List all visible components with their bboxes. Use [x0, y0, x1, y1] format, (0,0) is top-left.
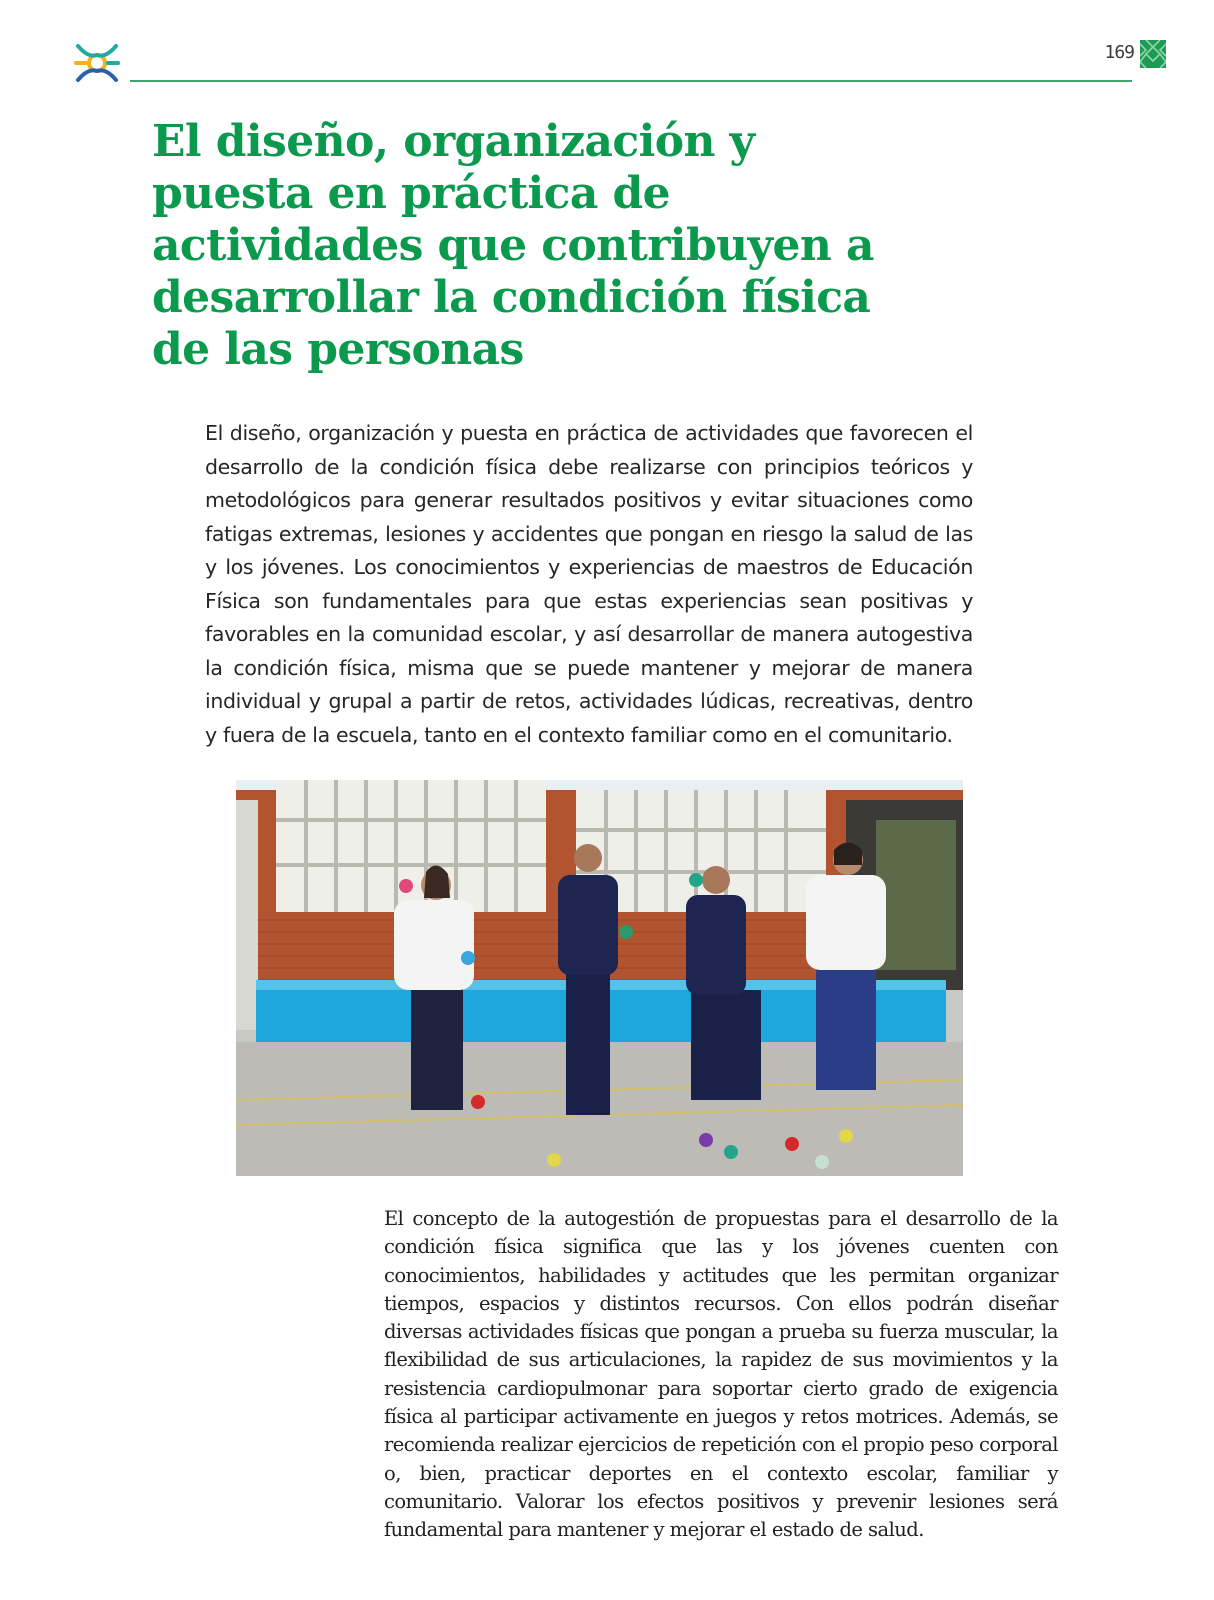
green-pattern-icon	[1140, 40, 1166, 68]
page-number: 169	[1104, 42, 1134, 63]
body-paragraph: El concepto de la autogestión de propuestas para el desarrollo de la condición física significa que las y los jóvenes cuenten con conocimientos, habilidades y actitudes que les permitan organizar tiempos, espacios y distintos recursos. Con ellos podrán diseñar diversas actividades físicas que pongan a prueba su fuerza muscular, la flexibilidad de sus articulaciones, la rapidez de sus movimientos y la resistencia cardiopulmonar para soportar cierto grado de exigencia física al participar activamente en juegos y retos motrices. Además, se recomienda realizar ejercicios de repetición con el propio peso corporal o, bien, practicar deportes en el contexto escolar, familiar y comunitario. Valorar los efectos positivos y prevenir lesiones será fundamental para mantener y mejorar el estado de salud.	[384, 1207, 1058, 1542]
students-playing-bocce-photo	[236, 780, 963, 1176]
linked-figures-logo-icon	[74, 40, 120, 86]
page-title: El diseño, organización y puesta en práctica de actividades que contribuyen a desarrollar la condición física de las personas	[152, 116, 874, 375]
header-rule	[130, 80, 1132, 82]
intro-paragraph: El diseño, organización y puesta en práctica de actividades que favorecen el desarrollo de la condición física debe realizarse con principios teóricos y metodológicos para generar resultados positivos y evitar situaciones como fatigas extremas, lesiones y accidentes que pongan en riesgo la salud de las y los jóvenes. Los conocimientos y experiencias de maestros de Educación Física son fundamentales para que estas experiencias sean positivas y favorables en la comunidad escolar, y así desarrollar de manera autogestiva la condición física, misma que se puede mantener y mejorar de manera individual y grupal a partir de retos, actividades lúdicas, recreativas, dentro y fuera de la escuela, tanto en el contexto familiar como en el comunitario.	[205, 421, 973, 747]
